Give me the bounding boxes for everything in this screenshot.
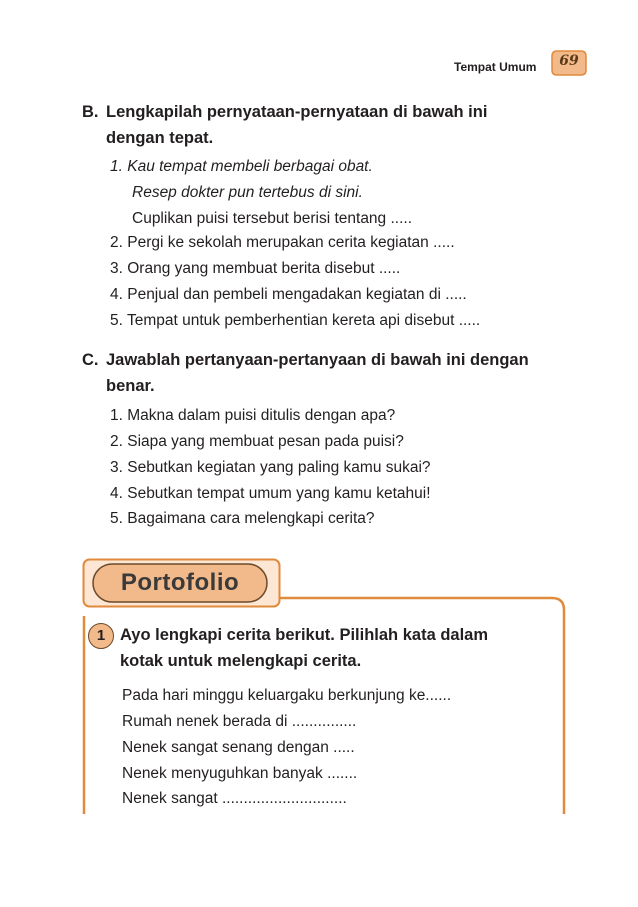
section-c-item-3: 3. Sebutkan kegiatan yang paling kamu sukai? [110,459,431,476]
section-b-letter: B. [82,103,99,121]
section-b-item-1: 1. Kau tempat membeli berbagai obat. [110,158,373,175]
section-c-item-4: 4. Sebutkan tempat umum yang kamu ketahui! [110,485,431,502]
section-c-heading-line2: benar. [106,377,155,395]
portfolio-instruction-line1: Ayo lengkapi cerita berikut. Pilihlah kata dalam [120,626,489,644]
running-header-title: Tempat Umum [454,60,537,74]
portfolio-instruction [120,622,560,674]
section-b-item-3: 3. Orang yang membuat berita disebut ..... [110,260,401,277]
section-b-item-1-line2: Resep dokter pun tertebus di sini. [132,184,363,201]
section-c-heading [82,347,570,399]
section-c-item-1: 1. Makna dalam puisi ditulis dengan apa? [110,407,396,424]
section-b-heading-line1: Lengkapilah pernyataan-pernyataan di bawah ini [106,103,488,121]
portfolio-instruction-line2: kotak untuk melengkapi cerita. [120,652,362,670]
section-c-letter: C. [82,351,99,369]
section-b-item-4: 4. Penjual dan pembeli mengadakan kegiatan di ..... [110,286,467,303]
story-line-3: Nenek sangat senang dengan ..... [122,739,355,756]
section-c-item-2: 2. Siapa yang membuat pesan pada puisi? [110,433,404,450]
story-line-4: Nenek menyuguhkan banyak ....... [122,765,358,782]
story-line-1: Pada hari minggu keluargaku berkunjung ke...... [122,687,452,704]
section-c-item-5: 5. Bagaimana cara melengkapi cerita? [110,510,375,527]
section-b-heading [82,99,570,151]
page-number-badge [551,49,587,77]
section-b-item-5: 5. Tempat untuk pemberhentian kereta api disebut ..... [110,312,481,329]
task-number-badge: 1 [88,623,114,649]
section-b-item-1-line3: Cuplikan puisi tersebut berisi tentang ..... [132,210,413,227]
story-line-5: Nenek sangat ............................. [122,790,347,807]
portfolio-label: Portofolio [120,569,240,596]
story-line-2: Rumah nenek berada di ............... [122,713,357,730]
section-b-heading-line2: dengan tepat. [106,129,214,147]
section-b-item-2: 2. Pergi ke sekolah merupakan cerita kegiatan ..... [110,234,455,251]
section-c-heading-line1: Jawablah pertanyaan-pertanyaan di bawah ini dengan [106,351,529,369]
page-number: 69 [559,53,579,69]
